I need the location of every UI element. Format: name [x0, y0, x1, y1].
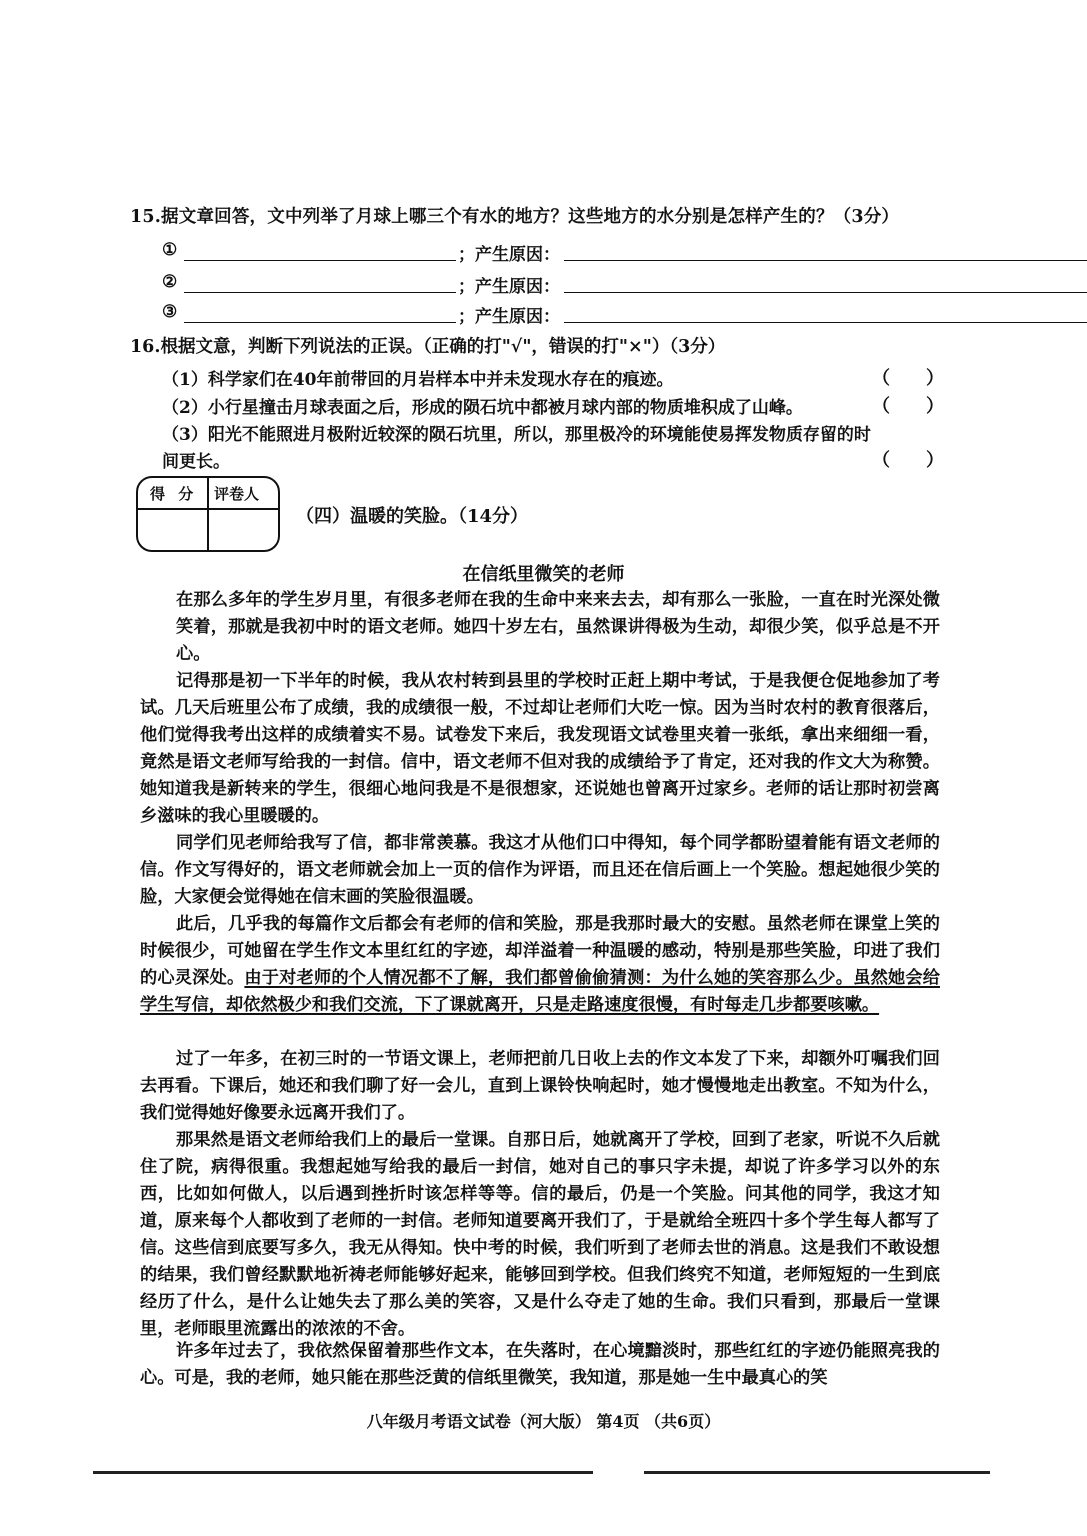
paragraph-text: 过了一年多，在初三时的一节语文课上，老师把前几日收上去的作文本发了下来，却额外叮嘱我们回去再看。下课后，她还和我们聊了好一会儿，直到上课铃快响起时，她才慢慢地走出教室。不知为什么，我们觉得她好像要永远离开我们了。 — [140, 1049, 940, 1123]
statement-3-cont: 间更长。 — [162, 452, 230, 472]
score-box — [136, 476, 280, 552]
answer-paren-1[interactable]: （ ） — [872, 368, 944, 389]
article-title: 在信纸里微笑的老师 — [462, 564, 625, 585]
paragraph-text: 在那么多年的学生岁月里，有很多老师在我的生命中来来去去，却有那么一张脸，一直在时光深处微笑着，那就是我初中时的语文老师。她四十岁左右，虽然课讲得极为生动，却很少笑，似乎总是不开心。 — [176, 590, 940, 664]
answer-row-1 — [162, 240, 942, 268]
divider — [207, 478, 209, 550]
reason-label: ；产生原因： — [458, 245, 560, 265]
paragraph — [140, 830, 940, 911]
statement-2: （2）小行星撞击月球表面之后，形成的陨石坑中都被月球内部的物质堆积成了山峰。 — [162, 398, 803, 418]
circled-number-1: ① — [162, 240, 178, 260]
paragraph — [140, 911, 940, 1037]
scan-edge-line — [644, 1471, 990, 1474]
paragraph — [176, 587, 940, 668]
underlined-text: 由于对老师的个人情况都不了解，我们都曾偷偷猜测：为什么她的笑容那么少。虽然她会给学生写信，却依然极少和我们交流，下了课就离开，只是走路速度很慢，有时每走几步都要咳嗽。 — [140, 968, 940, 1015]
blank-line[interactable] — [564, 260, 1087, 261]
blank-line[interactable] — [184, 260, 456, 261]
blank-line[interactable] — [184, 322, 456, 323]
answer-paren-2[interactable]: （ ） — [872, 396, 944, 417]
paragraph — [140, 1338, 940, 1392]
paragraph — [140, 1046, 940, 1127]
circled-number-3: ③ — [162, 302, 178, 322]
paragraph-text: 此后，几乎我的每篇作文后都会有老师的信和笑脸，那是我那时最大的安慰。虽然老师在课堂上笑的时候很少，可她留在学生作文本里红红的字迹，却洋溢着一种温暖的感动，特别是那些笑脸，印进了我们的心灵深处。 — [140, 914, 940, 988]
grader-label: 评卷人 — [214, 485, 260, 503]
reason-label: ；产生原因： — [458, 307, 560, 327]
statement-1: （1）科学家们在40年前带回的月岩样本中并未发现水存在的痕迹。 — [162, 370, 674, 390]
blank-line[interactable] — [184, 292, 456, 293]
answer-row-2 — [162, 272, 942, 300]
answer-paren-3[interactable]: （ ） — [872, 450, 944, 471]
paragraph-text: 同学们见老师给我写了信，都非常羡慕。我这才从他们口中得知，每个同学都盼望着能有语文老师的信。作文写得好的，语文老师就会加上一页的信作为评语，而且还在信后画上一个笑脸。想起她很少笑的脸，大家便会觉得她在信末画的笑脸很温暖。 — [140, 833, 940, 907]
answer-row-3 — [162, 302, 942, 330]
blank-line[interactable] — [564, 292, 1087, 293]
page-footer: 八年级月考语文试卷（河大版） 第4页 （共6页） — [366, 1412, 721, 1431]
blank-line[interactable] — [564, 322, 1087, 323]
paragraph-text: 那果然是语文老师给我们上的最后一堂课。自那日后，她就离开了学校，回到了老家，听说不久后就住了院，病得很重。我想起她写给我的最后一封信，她对自己的事只字未提，却说了许多学习以外的东西，比如如何做人，以后遇到挫折时该怎样等等。信的最后，仍是一个笑脸。问其他的同学，我这才知道，原来每个人都收到了老师的一封信。老师知道要离开我们了，于是就给全班四十多个学生每人都写了信。这些信到底要写多久，我无从得知。快中考的时候，我们听到了老师去世的消息。这是我们不敢设想的结果，我们曾经默默地祈祷老师能够好起来，能够回到学校。但我们终究不知道，老师短短的一生到底经历了什么，是什么让她失去了那么美的笑容，又是什么夺走了她的生命。我们只看到，那最后一堂课里，老师眼里流露出的浓浓的不舍。 — [140, 1130, 940, 1339]
section-title: （四）温暖的笑脸。（14分） — [296, 506, 529, 527]
reason-label: ；产生原因： — [458, 277, 560, 297]
question-15: 15.据文章回答，文中列举了月球上哪三个有水的地方？这些地方的水分别是怎样产生的？（3分） — [130, 207, 900, 227]
question-16: 16.根据文意，判断下列说法的正误。（正确的打"√"，错误的打"×"）（3分） — [130, 337, 726, 357]
paragraph-text: 许多年过去了，我依然保留着那些作文本，在失落时，在心境黯淡时，那些红红的字迹仍能照亮我的心。可是，我的老师，她只能在那些泛黄的信纸里微笑，我知道，那是她一生中最真心的笑 — [140, 1341, 940, 1388]
circled-number-2: ② — [162, 272, 178, 292]
paragraph — [140, 1127, 940, 1343]
scan-edge-line — [93, 1471, 593, 1474]
statement-3: （3）阳光不能照进月极附近较深的陨石坑里，所以，那里极冷的环境能使易挥发物质存留的时 — [162, 425, 871, 445]
score-label: 得 分 — [150, 485, 198, 503]
paragraph — [140, 668, 940, 830]
divider — [138, 508, 278, 510]
paragraph-text: 记得那是初一下半年的时候，我从农村转到县里的学校时正赶上期中考试，于是我便仓促地参加了考试。几天后班里公布了成绩，我的成绩很一般，不过却让老师们大吃一惊。因为当时农村的教育很落后，他们觉得我考出这样的成绩着实不易。试卷发下来后，我发现语文试卷里夹着一张纸，拿出来细细一看，竟然是语文老师写给我的一封信。信中，语文老师不但对我的成绩给予了肯定，还对我的作文大为称赞。她知道我是新转来的学生，很细心地问我是不是很想家，还说她也曾离开过家乡。老师的话让那时初尝离乡滋味的我心里暖暖的。 — [140, 671, 940, 826]
